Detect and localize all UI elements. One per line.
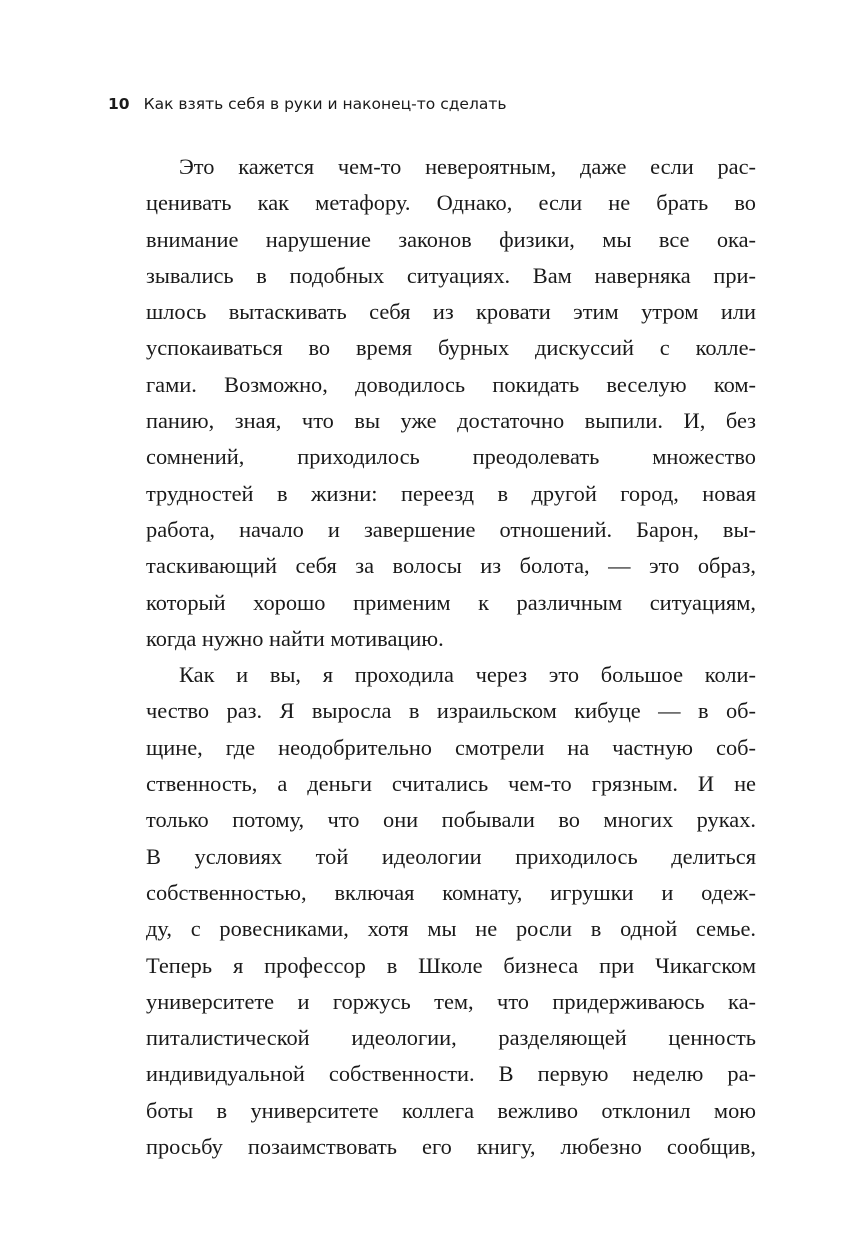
- text-line: питалистической идеологии, разделяющей ценность: [146, 1025, 756, 1051]
- text-line: индивидуальной собственности. В первую неделю ра-: [146, 1061, 756, 1087]
- running-title: Как взять себя в руки и наконец-то сделать: [143, 95, 507, 113]
- text-line: трудностей в жизни: переезд в другой город, новая: [146, 480, 756, 506]
- text-line: щине, где неодобрительно смотрели на частную соб-: [146, 734, 756, 760]
- text-line: зывались в подобных ситуациях. Вам наверняка при-: [146, 262, 756, 288]
- text-line: таскивающий себя за волосы из болота, — это образ,: [146, 553, 756, 579]
- text-line: ду, с ровесниками, хотя мы не росли в одной семье.: [146, 916, 756, 942]
- text-line: работа, начало и завершение отношений. Барон, вы-: [146, 516, 756, 542]
- text-line: В условиях той идеологии приходилось делиться: [146, 843, 756, 869]
- text-line: шлось вытаскивать себя из кровати этим утром или: [146, 299, 756, 325]
- text-line: Как и вы, я проходила через это большое коли-: [179, 662, 756, 688]
- text-line: собственностью, включая комнату, игрушки и одеж-: [146, 879, 756, 905]
- text-line: который хорошо применим к различным ситуациям,: [146, 589, 756, 615]
- text-line: Теперь я профессор в Школе бизнеса при Чикагском: [146, 952, 756, 978]
- text-line: Это кажется чем-то невероятным, даже если рас-: [179, 154, 756, 179]
- text-line: внимание нарушение законов физики, мы все ока-: [146, 226, 756, 252]
- text-line: ценивать как метафору. Однако, если не брать во: [146, 190, 756, 216]
- text-line: гами. Возможно, доводилось покидать веселую ком-: [146, 371, 756, 397]
- page-number: 10: [108, 95, 130, 113]
- paragraph-2: [146, 657, 756, 1165]
- text-line: боты в университете коллега вежливо отклонил мою: [146, 1097, 756, 1123]
- text-line: ственность, а деньги считались чем-то грязным. И не: [146, 771, 756, 797]
- text-line: просьбу позаимствовать его книгу, любезно сообщив,: [146, 1134, 756, 1160]
- text-line: панию, зная, что вы уже достаточно выпили. И, без: [146, 408, 756, 434]
- text-line: когда нужно найти мотивацию.: [146, 625, 444, 651]
- text-line: только потому, что они побывали во многих руках.: [146, 807, 756, 833]
- body-text: [146, 149, 756, 1165]
- text-line: чество раз. Я выросла в израильском кибуце — в об-: [146, 698, 756, 724]
- text-line: сомнений, приходилось преодолевать множество: [146, 444, 756, 470]
- paragraph-1: [146, 149, 756, 657]
- text-line: университете и горжусь тем, что придерживаюсь ка-: [146, 988, 756, 1014]
- text-line: успокаиваться во время бурных дискуссий с колле-: [146, 335, 756, 361]
- running-header: [108, 92, 768, 116]
